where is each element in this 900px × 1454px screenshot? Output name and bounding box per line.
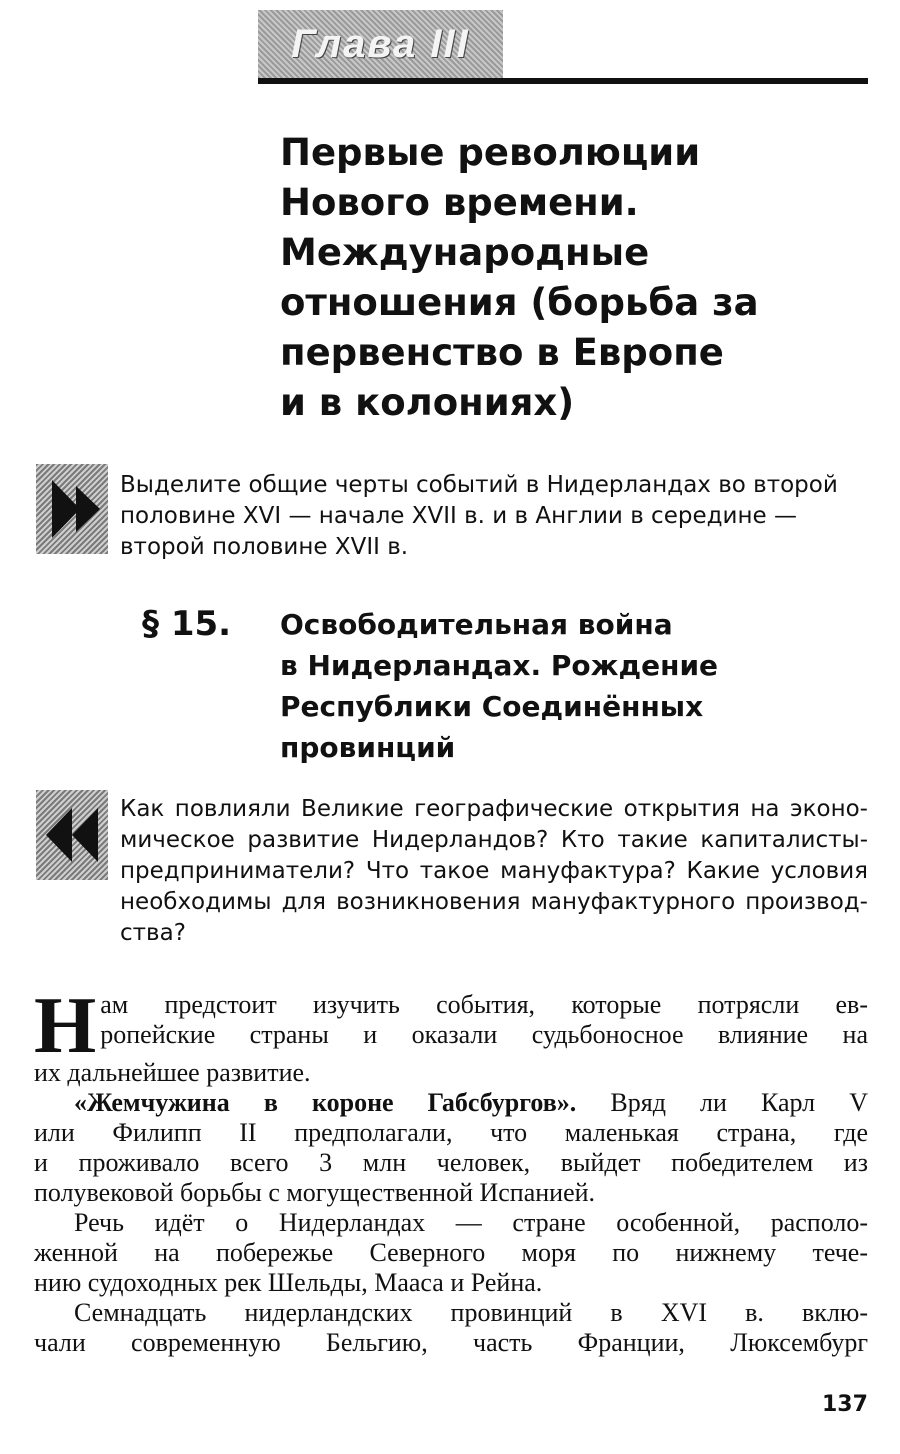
body-line: и проживало всего 3 млн человек, выйдет победителем из — [34, 1148, 868, 1177]
chapter-title-line: отношения (борьба за — [280, 281, 759, 324]
task-text — [120, 470, 838, 563]
review-questions — [120, 794, 868, 949]
chapter-title-line: Нового времени. — [280, 181, 639, 224]
section-title — [280, 604, 870, 768]
review-line: предприниматели? Что такое мануфактура? Какие условия — [120, 858, 868, 884]
body-line: ам предстоит изучить события, которые потрясли ев- — [100, 990, 868, 1019]
body-line: или Филипп II предполагали, что маленькая страна, где — [34, 1118, 868, 1147]
page-number: 137 — [822, 1392, 868, 1417]
review-line: необходимы для возникновения мануфактурного производ- — [120, 889, 868, 915]
section-title-line: в Нидерландах. Рождение — [280, 649, 719, 682]
body-line: чали современную Бельгию, часть Франции, Люксембург — [34, 1328, 868, 1357]
body-run-title: «Жемчужина в короне Габсбургов». — [74, 1088, 577, 1117]
body-run: Вряд ли Карл V — [576, 1088, 868, 1117]
drop-cap: Н — [34, 982, 97, 1070]
task-line: второй половине XVII в. — [120, 534, 409, 560]
chapter-divider — [258, 78, 868, 84]
body-line: Речь идёт о Нидерландах — стране особенной, располо- — [74, 1208, 868, 1237]
body-line: Семнадцать нидерландских провинций в XVI в. вклю- — [74, 1298, 868, 1327]
rewind-arrow-icon — [36, 790, 108, 880]
task-line: половине XVI — начале XVII в. и в Англии в середине — — [120, 503, 797, 529]
review-line: мическое развитие Нидерландов? Кто такие капиталисты- — [120, 827, 868, 853]
body-line: полувековой борьбы с могущественной Испанией. — [34, 1178, 596, 1207]
review-line: ства? — [120, 920, 186, 946]
body-line — [34, 1088, 868, 1118]
chapter-label: Глава III — [258, 10, 503, 78]
section-title-line: провинций — [280, 731, 456, 764]
review-line: Как повлияли Великие географические открытия на эконо- — [120, 796, 868, 822]
body-line: их дальнейшее развитие. — [34, 1058, 311, 1087]
chapter-title-line: Первые революции — [280, 131, 701, 174]
task-line: Выделите общие черты событий в Нидерландах во второй — [120, 472, 838, 498]
body-line: нию судоходных рек Шельды, Мааса и Рейна. — [34, 1268, 543, 1297]
body-text — [34, 982, 868, 1358]
section-title-line: Республики Соединённых — [280, 690, 704, 723]
chapter-title-line: первенство в Европе — [280, 331, 724, 374]
body-line: женной на побережье Северного моря по нижнему тече- — [34, 1238, 868, 1267]
chapter-title-line: Международные — [280, 231, 650, 274]
section-title-line: Освободительная война — [280, 608, 673, 641]
chapter-title — [280, 128, 870, 428]
body-line: ропейские страны и оказали судьбоносное влияние на — [100, 1020, 868, 1049]
forward-arrow-icon — [36, 464, 108, 554]
chapter-title-line: и в колониях) — [280, 381, 575, 424]
section-number: § 15. — [142, 604, 232, 644]
